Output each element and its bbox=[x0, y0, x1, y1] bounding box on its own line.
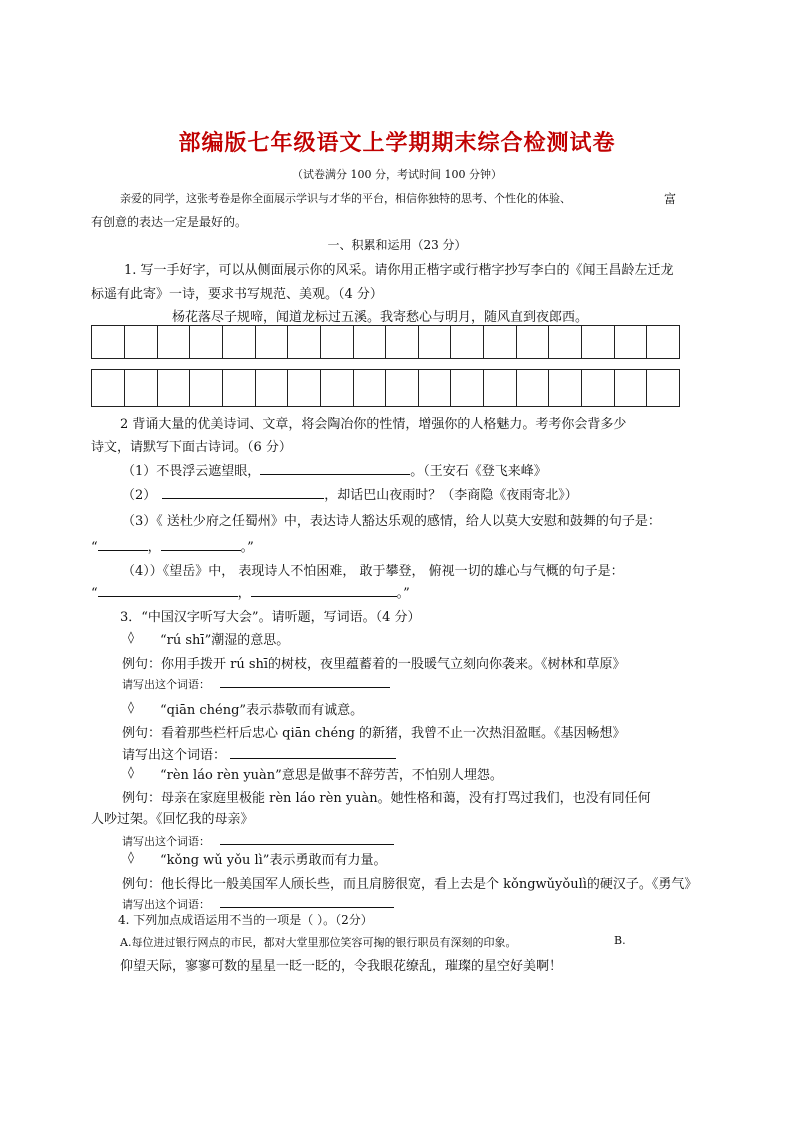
open-quote: “ bbox=[91, 540, 98, 555]
ask-label: 请写出这个词语： bbox=[122, 835, 210, 848]
ask-label: 请写出这个词语： bbox=[122, 898, 210, 911]
ask-label: 请写出这个词语： bbox=[122, 748, 227, 763]
q4-option-b-text: 仰望天际，寥寥可数的星星一眨一眨的，令我眼花缭乱，璀璨的星空好美啊！ bbox=[120, 959, 563, 974]
answer-blank[interactable] bbox=[98, 538, 148, 551]
intro-line-2: 有创意的表达一定是最好的。 bbox=[91, 215, 248, 229]
q3-heading: 3．“中国汉字听写大会”。请听题，写词语。（4 分） bbox=[120, 610, 421, 625]
q3-item-2-prompt: “qiān chéng”表示恭敬而有诚意。 bbox=[160, 703, 364, 718]
q3-item-4-example: 例句：他长得比一般美国军人颀长些，而且肩膀很宽，看上去是个 kǒngwǔyǒulì的硬汉子。《勇气》 bbox=[122, 877, 698, 892]
answer-blank[interactable] bbox=[251, 584, 397, 597]
intro-line-1-tail: 富 bbox=[664, 192, 677, 206]
q4-option-a: A.每位进过银行网点的市民，都对大堂里那位笑容可掬的银行职员有深刻的印象。 bbox=[120, 936, 517, 949]
bullet-icon: ◊ bbox=[128, 850, 134, 864]
q3-item-3-example-cont: 人吵过架。《回忆我的母亲》 bbox=[91, 812, 254, 827]
q3-item-1-prompt: “rú shī”潮湿的意思。 bbox=[160, 633, 290, 648]
comma: ， bbox=[237, 586, 251, 601]
writing-grid[interactable] bbox=[91, 325, 680, 407]
open-quote: “ bbox=[91, 586, 98, 601]
answer-blank[interactable] bbox=[98, 584, 238, 597]
close-quote: 。” bbox=[396, 586, 410, 601]
section-heading: 一、积累和运用（23 分） bbox=[327, 238, 467, 252]
q2-item-3-answer bbox=[91, 536, 254, 555]
close-quote: 。” bbox=[240, 540, 254, 555]
answer-blank[interactable] bbox=[220, 895, 394, 908]
ask-label: 请写出这个词语： bbox=[122, 678, 210, 691]
q3-item-2-example: 例句：看着那些栏杆后忠心 qiān chéng 的新猪，我曾不止一次热泪盈眶。《基因畅想》 bbox=[122, 726, 626, 741]
q2-line-1: 2 背诵大量的优美诗词、文章，将会陶冶你的性情，增强你的人格魅力。考考你会背多少 bbox=[120, 417, 627, 432]
q3-item-3-ask bbox=[122, 832, 394, 849]
q3-item-1-example: 例句：你用手拨开 rú shī的树枝，夜里蕴蓄着的一股暖气立刻向你袭来。《树林和草原》 bbox=[122, 657, 626, 672]
answer-blank[interactable] bbox=[230, 746, 396, 759]
q4-heading: 4. 下列加点成语运用不当的一项是（ ）。（2分） bbox=[118, 913, 373, 927]
q3-item-2-ask bbox=[122, 744, 396, 763]
q2-item-1-suffix: 。（王安石《登飞来峰》 bbox=[410, 464, 547, 479]
q3-item-3-prompt: “rèn láo rèn yuàn”意思是做事不辞劳苦，不怕别人埋怨。 bbox=[160, 768, 503, 783]
answer-blank[interactable] bbox=[220, 675, 390, 688]
q2-item-4-answer bbox=[91, 582, 410, 601]
comma: ， bbox=[147, 540, 161, 555]
q3-item-4-prompt: “kǒng wǔ yǒu lì”表示勇敢而有力量。 bbox=[160, 853, 387, 868]
q2-item-2-suffix: ，却话巴山夜雨时？（李商隐《夜雨寄北》） bbox=[324, 488, 578, 503]
bullet-icon: ◊ bbox=[128, 700, 134, 714]
intro-line-1: 亲爱的同学，这张考卷是你全面展示学识与才华的平台，相信你独特的思考、个性化的体验、 bbox=[120, 192, 571, 205]
writing-grid-row[interactable] bbox=[91, 369, 680, 407]
q1-line-2: 标遥有此寄》一诗，要求书写规范、美观。（4 分） bbox=[91, 287, 383, 302]
bullet-icon: ◊ bbox=[128, 765, 134, 779]
q2-line-2: 诗文，请默写下面古诗词。（6 分） bbox=[91, 440, 292, 455]
q1-poem: 杨花落尽子规啼，闻道龙标过五溪。我寄愁心与明月，随风直到夜郎西。 bbox=[172, 310, 589, 325]
bullet-icon: ◊ bbox=[128, 630, 134, 644]
q2-item-4: （4））《望岳》中， 表现诗人不怕困难， 敢于攀登， 俯视一切的雄心与气概的句子是： bbox=[122, 564, 624, 579]
q1-line-1: 1. 写一手好字，可以从侧面展示你的风采。请你用正楷字或行楷字抄写李白的《闻王昌龄左迁龙 bbox=[124, 263, 674, 278]
q2-item-1-prefix: （1）不畏浮云遮望眼， bbox=[122, 464, 261, 479]
page-title: 部编版七年级语文上学期期末综合检测试卷 bbox=[178, 130, 616, 156]
q2-item-1 bbox=[122, 460, 547, 479]
q2-item-3: （3）《 送杜少府之任蜀州》中，表达诗人豁达乐观的感情，给人以莫大安慰和鼓舞的句子是： bbox=[122, 514, 661, 529]
q2-item-2-prefix: （2） bbox=[122, 488, 157, 503]
exam-info: （试卷满分 100 分，考试时间 100 分钟） bbox=[292, 168, 502, 181]
q3-item-1-ask bbox=[122, 675, 390, 692]
q3-item-3-example: 例句：母亲在家庭里极能 rèn láo rèn yuàn。她性格和蔼，没有打骂过我们，也没有同任何 bbox=[122, 791, 651, 806]
q2-item-2 bbox=[122, 484, 578, 503]
q4-option-b-label: B. bbox=[614, 934, 626, 947]
answer-blank[interactable] bbox=[161, 538, 241, 551]
answer-blank[interactable] bbox=[162, 486, 324, 499]
q3-item-4-ask bbox=[122, 895, 394, 912]
answer-blank[interactable] bbox=[260, 462, 410, 475]
writing-grid-row[interactable] bbox=[91, 325, 680, 359]
answer-blank[interactable] bbox=[220, 832, 394, 845]
